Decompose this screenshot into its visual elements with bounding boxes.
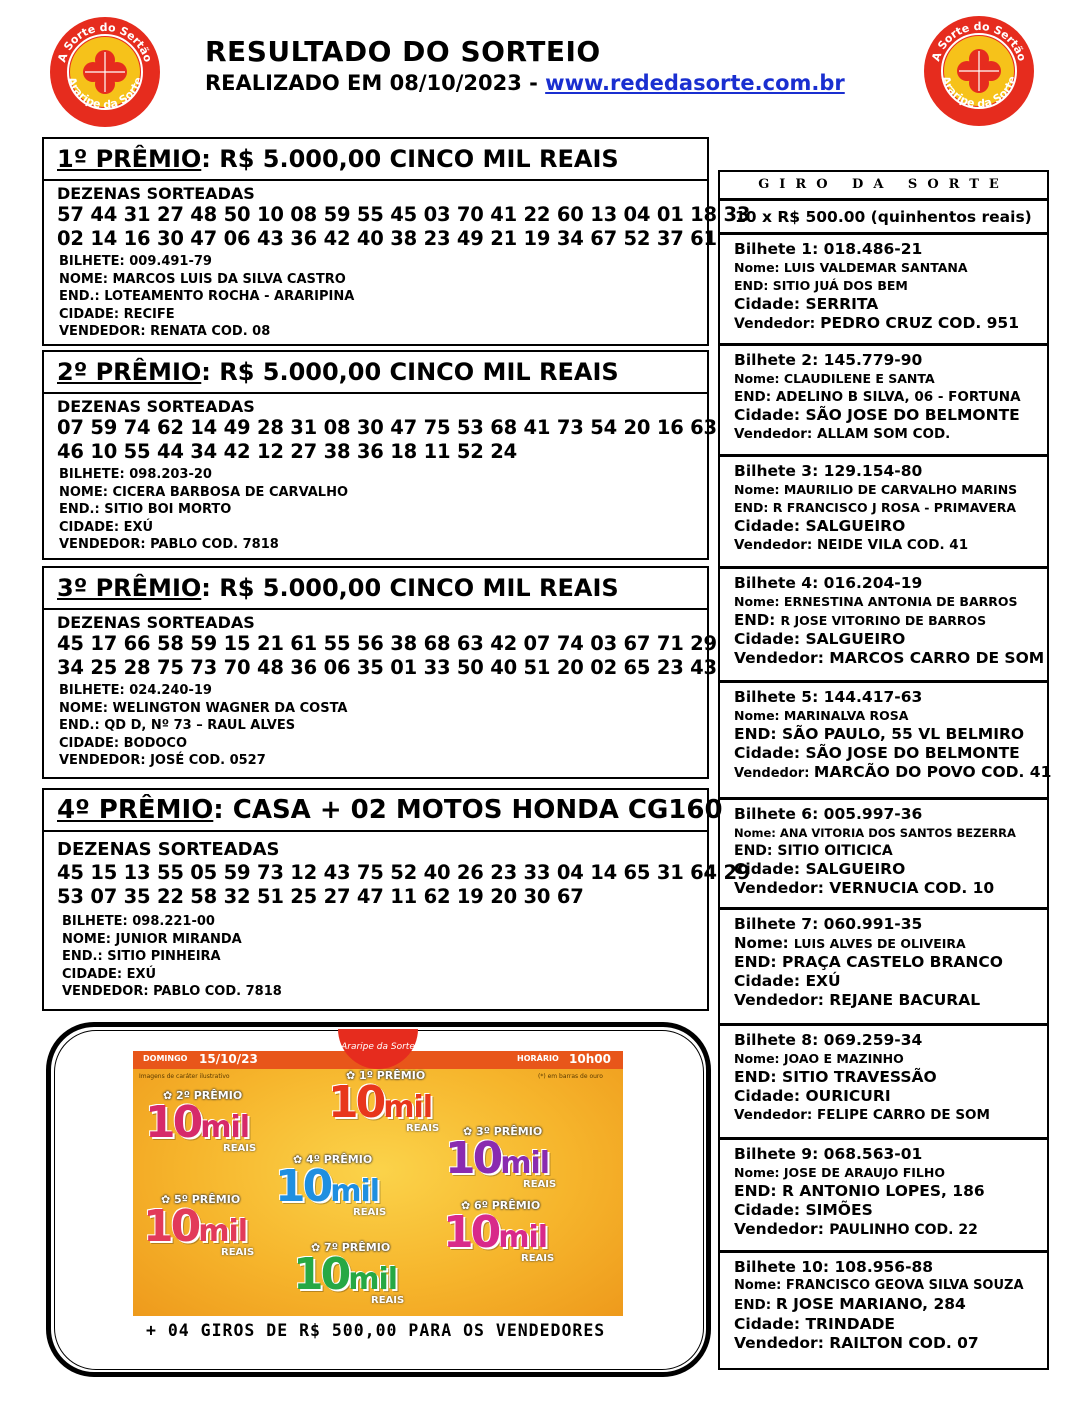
svg-text:Araripe da Sorte: Araripe da Sorte (64, 75, 146, 112)
dezenas-label: DEZENAS SORTEADAS (57, 397, 255, 416)
ticket-address: R FRANCISCO J ROSA - PRIMAVERA (772, 500, 1017, 515)
ticket-card-4: Bilhete 4: 016.204-19 Nome: ERNESTINA ANTONIA DE BARROS END: R JOSE VITORINO DE BARROS Cidade: SALGUEIRO Vendedor: MARCOS CARRO DE SOM (718, 567, 1049, 682)
ticket-city: EXÚ (805, 972, 841, 990)
ticket-name: ANA VITORIA DOS SANTOS BEZERRA (779, 826, 1016, 840)
drawn-numbers: 34 25 28 75 73 70 48 36 06 35 01 33 50 40 51 20 02 65 23 43 (57, 656, 717, 679)
svg-text:Araripe da Sorte: Araripe da Sorte (938, 74, 1020, 111)
ticket-card-8: Bilhete 8: 069.259-34 Nome: JOAO E MAZINHO END: SITIO TRAVESSÃO Cidade: OURICURI Vendedor: FELIPE CARRO DE SOM (718, 1024, 1049, 1139)
promo-prize-3 (445, 1125, 556, 1190)
ticket-number: Bilhete 1: 018.486-21 (734, 240, 923, 258)
promo-prize-label: ✿ 7º PRÊMIO (311, 1241, 391, 1254)
promo-prize-currency: REAIS (406, 1123, 440, 1134)
ticket-name: FRANCISCO GEOVA SILVA SOUZA (785, 1278, 1024, 1293)
ticket-name: MARINALVA ROSA (783, 708, 909, 723)
promo-prize-4 (275, 1153, 386, 1218)
ticket-seller: ALLAM SOM COD. (817, 426, 951, 442)
ticket-city: OURICURI (805, 1087, 891, 1105)
winner-address: END.: SITIO PINHEIRA (62, 949, 221, 964)
ticket-card-3: Bilhete 3: 129.154-80 Nome: MAURILIO DE CARVALHO MARINS END: R FRANCISCO J ROSA - PRIMAVERA Cidade: SALGUEIRO Vendedor: NEIDE VILA COD. 41 (718, 455, 1049, 568)
promo-prize-amount: 10mil (143, 1201, 248, 1252)
ticket-number: Bilhete 10: 108.956-88 (734, 1258, 934, 1276)
promo-prize-amount: 10mil (328, 1077, 433, 1128)
draw-date: REALIZADO EM 08/10/2023 - (205, 71, 546, 95)
winner-name: NOME: JUNIOR MIRANDA (62, 931, 242, 947)
ticket-seller: FELIPE CARRO DE SOM (817, 1107, 990, 1123)
prize-box-2 (42, 350, 717, 560)
ticket-name: JOSE DE ARAUJO FILHO (783, 1165, 945, 1180)
ticket-address: ADELINO B SILVA, 06 - FORTUNA (775, 389, 1021, 405)
promo-prize-7 (293, 1241, 404, 1306)
winner-ticket: BILHETE: 024.240-19 (59, 683, 212, 698)
ticket-name: LUIS ALVES DE OLIVEIRA (793, 936, 966, 951)
ticket-seller: NEIDE VILA COD. 41 (817, 537, 969, 553)
promo-prize-currency: REAIS (523, 1179, 557, 1190)
ticket-card-10: Bilhete 10: 108.956-88 Nome: FRANCISCO GEOVA SILVA SOUZA END: R JOSE MARIANO, 284 Cidade: TRINDADE Vendedor: RAILTON COD. 07 (718, 1251, 1049, 1370)
ticket-address: SÃO PAULO, 55 VL BELMIRO (782, 725, 1025, 743)
promo-prize-5 (143, 1193, 254, 1258)
winner-seller: VENDEDOR: RENATA COD. 08 (59, 324, 271, 339)
ticket-city: SALGUEIRO (805, 630, 906, 648)
ticket-seller: RAILTON COD. 07 (829, 1334, 979, 1352)
drawn-numbers: 02 14 16 30 47 06 43 36 42 40 38 23 49 21 19 34 67 52 37 61 (57, 227, 717, 250)
winner-ticket: BILHETE: 098.203-20 (59, 467, 212, 482)
winner-address: END.: QD D, Nº 73 – RAUL ALVES (59, 718, 296, 733)
ticket-number: Bilhete 8: 069.259-34 (734, 1031, 923, 1049)
winner-name: NOME: WELINGTON WAGNER DA COSTA (59, 700, 348, 716)
winner-name: NOME: MARCOS LUIS DA SILVA CASTRO (59, 271, 346, 287)
ticket-card-1: Bilhete 1: 018.486-21 Nome: LUIS VALDEMAR SANTANA END: SITIO JUÁ DOS BEM Cidade: SERRITA Vendedor: PEDRO CRUZ COD. 951 (718, 233, 1049, 345)
winner-city: CIDADE: EXÚ (59, 519, 154, 535)
drawn-numbers: 07 59 74 62 14 49 28 31 08 30 47 75 53 68 41 73 54 20 16 63 (57, 416, 717, 439)
drawn-numbers: 57 44 31 27 48 50 10 08 59 55 45 03 70 41 22 60 13 04 01 18 33 (57, 203, 751, 226)
ticket-seller: PAULINHO COD. 22 (829, 1222, 978, 1238)
ticket-card-7: Bilhete 7: 060.991-35 Nome: LUIS ALVES DE OLIVEIRA END: PRAÇA CASTELO BRANCO Cidade: EXÚ Vendedor: REJANE BACURAL (718, 908, 1049, 1025)
prize-box-4 (42, 788, 751, 1011)
ticket-address: R ANTONIO LOPES, 186 (782, 1182, 985, 1200)
ticket-card-9: Bilhete 9: 068.563-01 Nome: JOSE DE ARAUJO FILHO END: R ANTONIO LOPES, 186 Cidade: SIMÕES Vendedor: PAULINHO COD. 22 (718, 1138, 1049, 1252)
promo-prize-label: ✿ 5º PRÊMIO (161, 1193, 241, 1206)
svg-text:A Sorte do Sertão: A Sorte do Sertão (55, 20, 155, 64)
drawn-numbers: 45 17 66 58 59 15 21 61 55 56 38 68 63 42 07 74 03 67 71 29 (57, 632, 717, 655)
ticket-city: SÃO JOSE DO BELMONTE (805, 406, 1020, 424)
winner-ticket: BILHETE: 009.491-79 (59, 254, 212, 269)
ticket-number: Bilhete 6: 005.997-36 (734, 805, 923, 823)
winner-name: NOME: CICERA BARBOSA DE CARVALHO (59, 484, 349, 500)
ticket-name: ERNESTINA ANTONIA DE BARROS (783, 594, 1018, 609)
ticket-address: SITIO OITICICA (777, 843, 893, 859)
drawn-numbers: 53 07 35 22 58 32 51 25 27 47 11 62 19 20 30 67 (57, 885, 584, 908)
site-link[interactable]: www.rededasorte.com.br (545, 71, 845, 95)
promo-prize-amount: 10mil (293, 1249, 398, 1300)
giro-title: GIRO DA SORTE (718, 170, 1049, 200)
promo-prize-currency: REAIS (353, 1207, 387, 1218)
giro-subtitle: 10 x R$ 500.00 (quinhentos reais) (718, 199, 1049, 234)
promo-prize-amount: 10mil (275, 1161, 380, 1212)
promo-prize-label: ✿ 2º PRÊMIO (163, 1089, 243, 1102)
promo-date: 15/10/23 (199, 1052, 258, 1066)
prize-box-3 (42, 566, 717, 779)
ticket-name: MAURILIO DE CARVALHO MARINS (783, 482, 1018, 497)
winner-seller: VENDEDOR: JOSÉ COD. 0527 (59, 753, 266, 768)
ticket-seller: MARCÃO DO POVO COD. 41 (813, 763, 1052, 781)
promo-banner: DOMINGO 15/10/23 HORÁRIO 10h00 Araripe da Sorte Imagens de caráter ilustrativo (*) em barras de ouro ✿ 1º PRÊMIO 10mil REAIS ✿ 2º PRÊMIO 10mil REAIS ✿ 3º PRÊMIO 10mil REAIS ✿ 4º PRÊMIO 10mil REAIS ✿ 5º PRÊMIO 10mil REAIS ✿ 6º PRÊMIO 10mil REAIS ✿ 7º PRÊMIO 10mil REAIS (133, 1051, 623, 1316)
ticket-name: JOAO E MAZINHO (783, 1051, 904, 1066)
promo-prize-amount: 10mil (443, 1207, 548, 1258)
winner-address: END.: LOTEAMENTO ROCHA - ARARIPINA (59, 289, 355, 304)
ticket-city: TRINDADE (805, 1315, 896, 1333)
ticket-seller: REJANE BACURAL (829, 991, 981, 1009)
svg-text:A Sorte do Sertão: A Sorte do Sertão (929, 19, 1029, 63)
ticket-city: SERRITA (805, 295, 879, 313)
dezenas-label: DEZENAS SORTEADAS (57, 839, 280, 860)
winner-seller: VENDEDOR: PABLO COD. 7818 (59, 537, 279, 552)
winner-city: CIDADE: RECIFE (59, 306, 175, 322)
ticket-name: CLAUDILENE E SANTA (783, 371, 935, 386)
ticket-number: Bilhete 7: 060.991-35 (734, 915, 923, 933)
ticket-name: LUIS VALDEMAR SANTANA (783, 260, 968, 275)
promo-prize-currency: REAIS (521, 1253, 555, 1264)
dezenas-label: DEZENAS SORTEADAS (57, 613, 255, 632)
promo-prize-6 (443, 1199, 554, 1264)
promo-prize-currency: REAIS (223, 1143, 257, 1154)
ticket-address: SITIO JUÁ DOS BEM (772, 278, 908, 293)
promo-prize-currency: REAIS (371, 1295, 405, 1306)
promo-prize-label: ✿ 4º PRÊMIO (293, 1153, 373, 1166)
promo-footer: + 04 GIROS DE R$ 500,00 PARA OS VENDEDORES (146, 1321, 606, 1340)
ticket-seller: PEDRO CRUZ COD. 951 (820, 314, 1019, 332)
ticket-number: Bilhete 2: 145.779-90 (734, 351, 923, 369)
ticket-number: Bilhete 3: 129.154-80 (734, 462, 923, 480)
prize-title: 1º PRÊMIO: R$ 5.000,00 CINCO MIL REAIS (44, 139, 707, 181)
prize-box-1 (42, 137, 751, 346)
drawn-numbers: 45 15 13 55 05 59 73 12 43 75 52 40 26 23 33 04 14 65 31 64 29 (57, 861, 751, 884)
ticket-card-5: Bilhete 5: 144.417-63 Nome: MARINALVA ROSA END: SÃO PAULO, 55 VL BELMIRO Cidade: SÃO JOSE DO BELMONTE Vendedor: MARCÃO DO POVO COD. 41 (718, 681, 1049, 799)
promo-prize-amount: 10mil (145, 1097, 250, 1148)
prize-title: 3º PRÊMIO: R$ 5.000,00 CINCO MIL REAIS (44, 568, 707, 610)
winner-address: END.: SITIO BOI MORTO (59, 502, 232, 517)
logo-right (924, 16, 1034, 126)
promo-prize-amount: 10mil (445, 1133, 550, 1184)
promo-prize-label: ✿ 6º PRÊMIO (461, 1199, 541, 1212)
promo-prize-2 (145, 1089, 256, 1154)
ticket-city: SALGUEIRO (805, 860, 906, 878)
ticket-address: R JOSE MARIANO, 284 (775, 1295, 966, 1313)
ticket-card-2: Bilhete 2: 145.779-90 Nome: CLAUDILENE E SANTA END: ADELINO B SILVA, 06 - FORTUNA Cidade: SÃO JOSE DO BELMONTE Vendedor: ALLAM SOM COD. (718, 344, 1049, 456)
promo-prize-currency: REAIS (221, 1247, 255, 1258)
page-title: RESULTADO DO SORTEIO (205, 35, 601, 68)
ticket-number: Bilhete 5: 144.417-63 (734, 688, 923, 706)
winner-city: CIDADE: EXÚ (62, 966, 157, 982)
promo-prize-label: ✿ 1º PRÊMIO (346, 1069, 426, 1082)
prize-title: 2º PRÊMIO: R$ 5.000,00 CINCO MIL REAIS (44, 352, 707, 394)
drawn-numbers: 46 10 55 44 34 42 12 27 38 36 18 11 52 24 (57, 440, 517, 463)
ticket-card-6: Bilhete 6: 005.997-36 Nome: ANA VITORIA DOS SANTOS BEZERRA END: SITIO OITICICA Cidade: SALGUEIRO Vendedor: VERNUCIA COD. 10 (718, 798, 1049, 909)
ticket-city: SALGUEIRO (805, 517, 906, 535)
winner-seller: VENDEDOR: PABLO COD. 7818 (62, 984, 282, 999)
promo-time: 10h00 (569, 1052, 611, 1066)
promo-prize-label: ✿ 3º PRÊMIO (463, 1125, 543, 1138)
ticket-seller: VERNUCIA COD. 10 (829, 879, 995, 897)
promo-topbar: DOMINGO 15/10/23 HORÁRIO 10h00 (133, 1051, 623, 1069)
ticket-address: R JOSE VITORINO DE BARROS (780, 613, 987, 628)
promo-prize-1 (328, 1069, 439, 1134)
dezenas-label: DEZENAS SORTEADAS (57, 184, 255, 203)
ticket-number: Bilhete 9: 068.563-01 (734, 1145, 923, 1163)
logo-left (50, 17, 160, 127)
ticket-number: Bilhete 4: 016.204-19 (734, 574, 923, 592)
ticket-address: SITIO TRAVESSÃO (782, 1068, 937, 1086)
prize-title: 4º PRÊMIO: CASA + 02 MOTOS HONDA CG160 (44, 790, 707, 832)
ticket-seller: MARCOS CARRO DE SOM (829, 649, 1045, 667)
page-subtitle (205, 71, 845, 95)
winner-ticket: BILHETE: 098.221-00 (62, 914, 215, 929)
winner-city: CIDADE: BODOCO (59, 735, 188, 751)
promo-arc: Araripe da Sorte (338, 1029, 418, 1069)
ticket-city: SIMÕES (805, 1201, 873, 1219)
ticket-address: PRAÇA CASTELO BRANCO (782, 953, 1003, 971)
ticket-city: SÃO JOSE DO BELMONTE (805, 744, 1020, 762)
